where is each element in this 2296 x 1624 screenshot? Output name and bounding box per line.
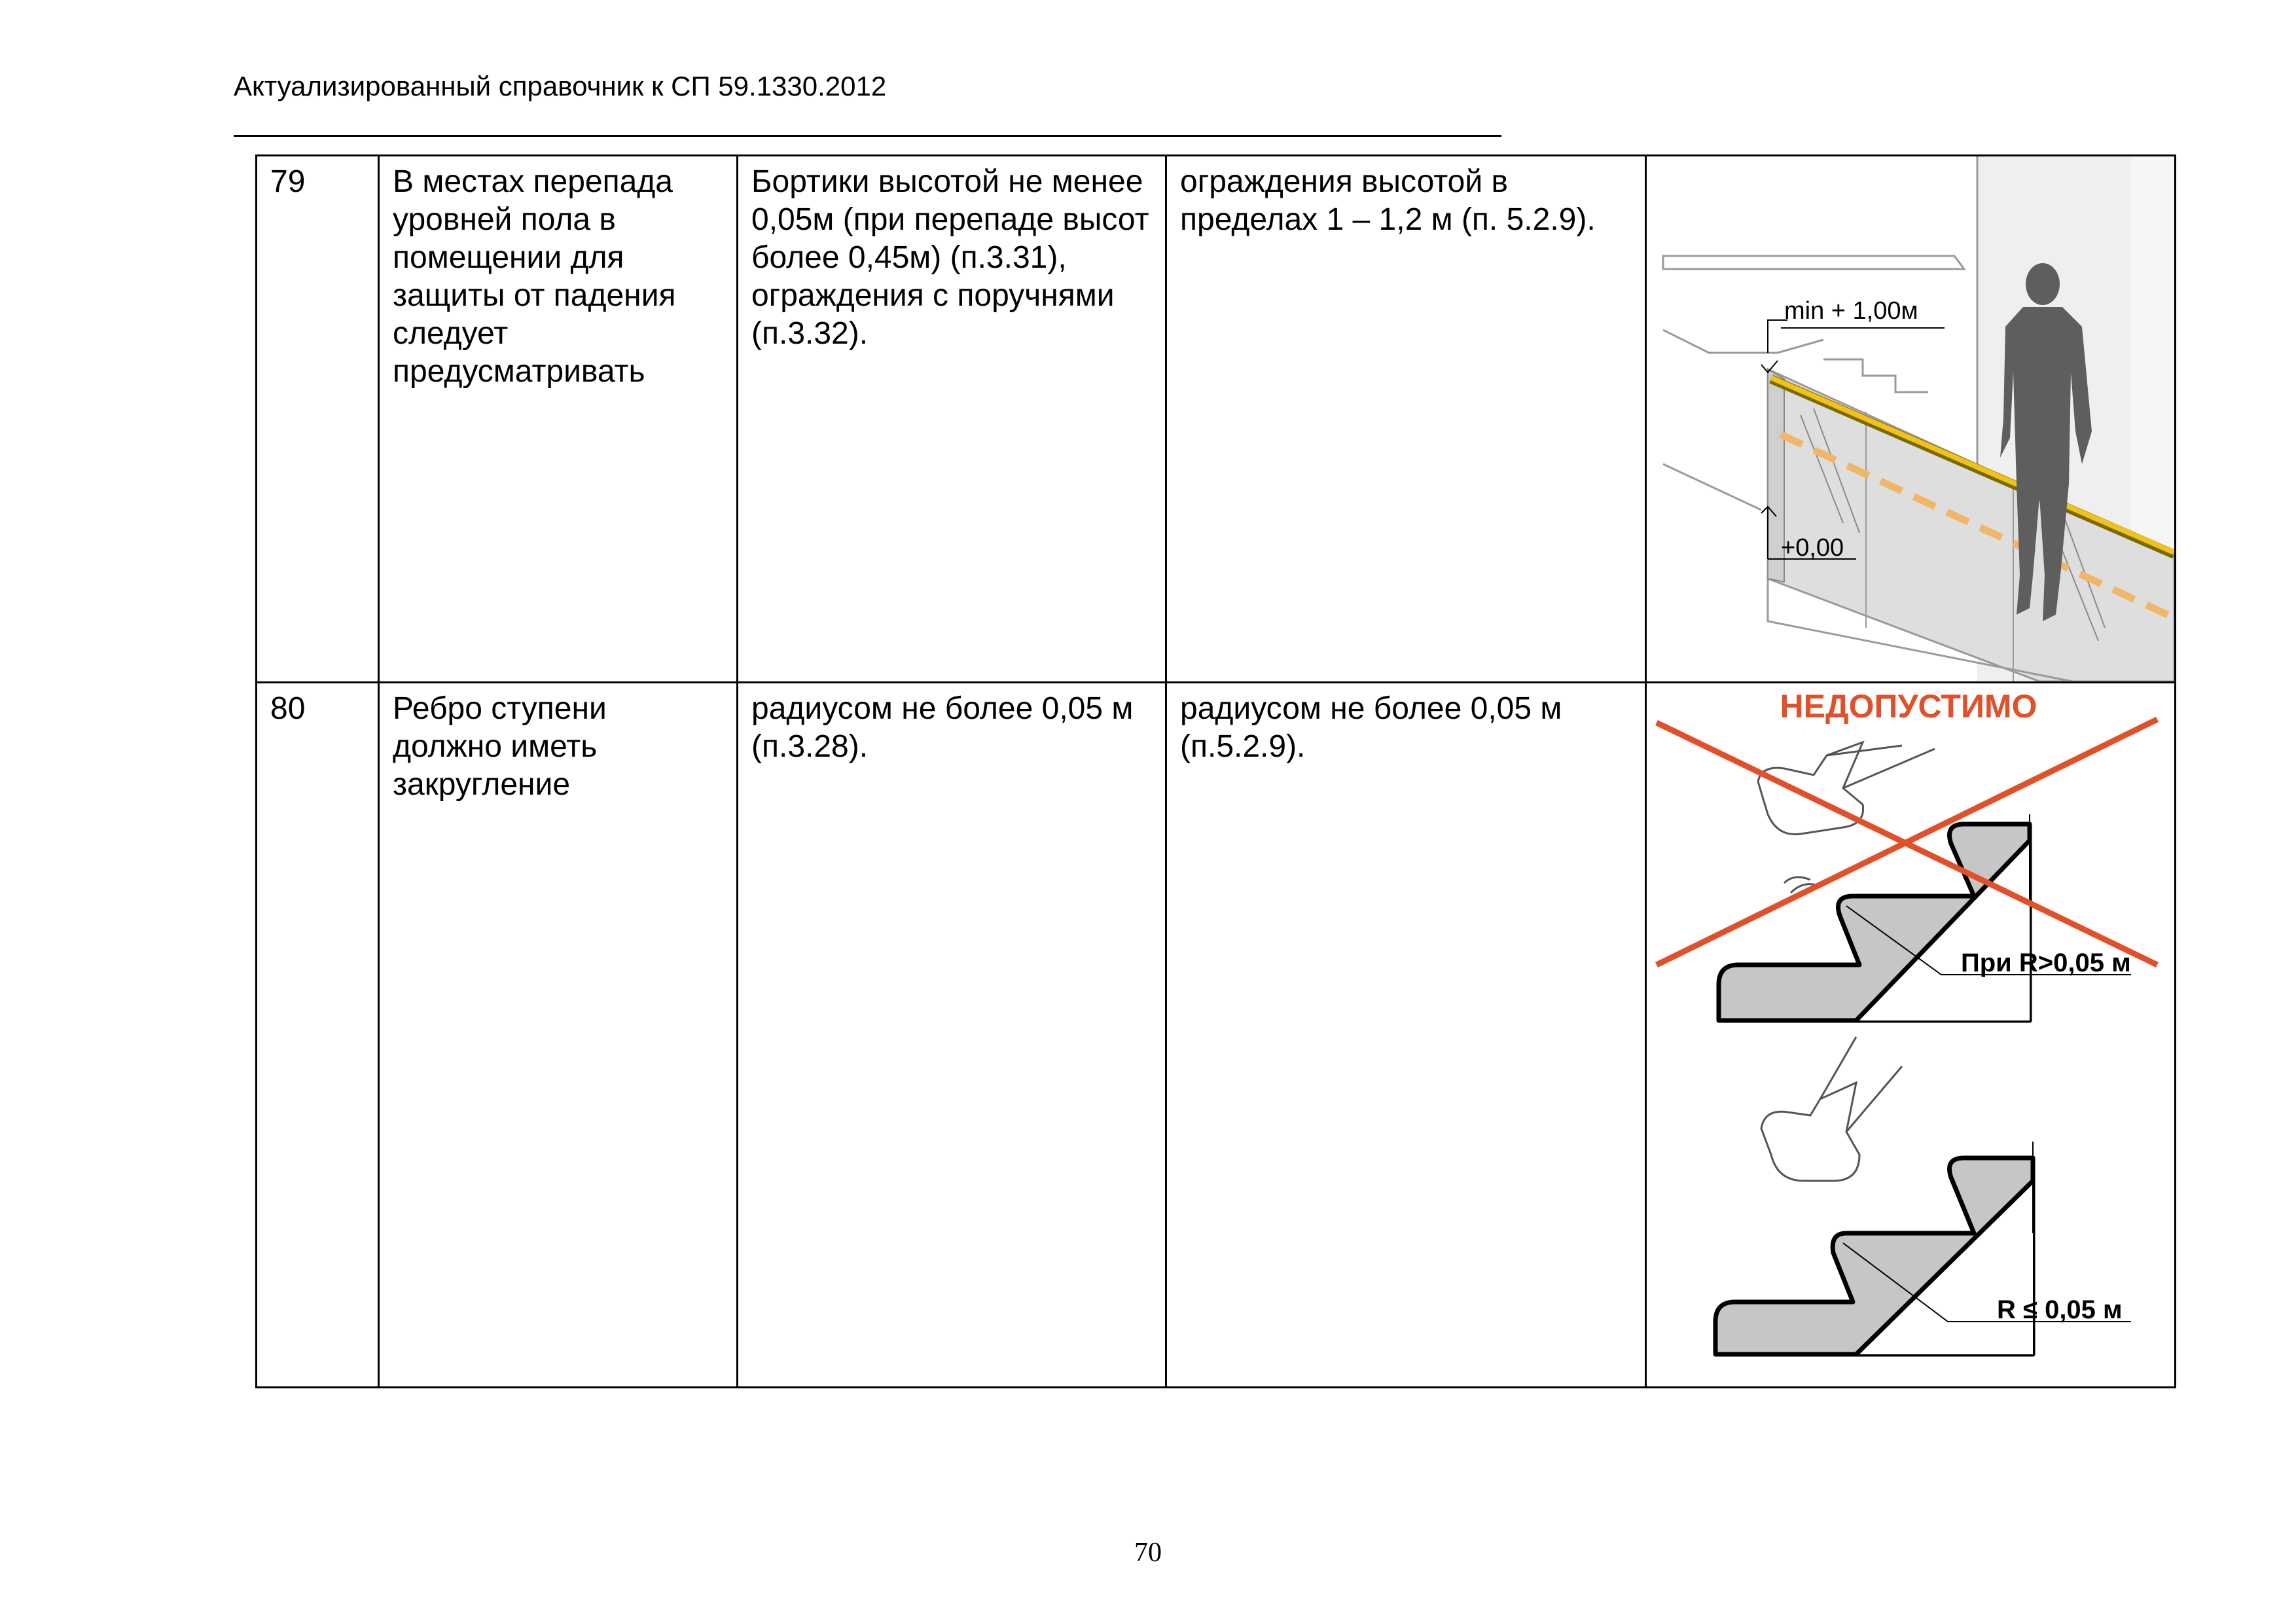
document-header-title: Актуализированный справочник к СП 59.1330.2012: [234, 71, 887, 101]
old-norm-cell: радиусом не более 0,05 м (п.3.28).: [738, 683, 1166, 1388]
row-number-cell: 79: [257, 156, 379, 683]
new-norm-cell: радиусом не более 0,05 м (п.5.2.9).: [1166, 683, 1646, 1388]
row-number-cell: 80: [257, 683, 379, 1388]
new-norm-cell: ограждения высотой в пределах 1 – 1,2 м (п. 5.2.9).: [1166, 156, 1646, 683]
requirements-table: [255, 154, 2176, 1388]
guardrail-height-label: min + 1,00м: [1784, 297, 1918, 325]
requirement-cell: Ребро ступени должно иметь закругление: [379, 683, 738, 1388]
header-divider: [234, 135, 1501, 137]
good-radius-label: R ≤ 0,05 м: [1997, 1295, 2123, 1324]
warning-heading: НЕДОПУСТИМО: [1780, 688, 2037, 725]
table-row: [257, 683, 2176, 1388]
requirement-cell: В местах перепада уровней пола в помещении для защиты от падения следует предусматривать: [379, 156, 738, 683]
step-edge-figure-cell: [1646, 683, 2176, 1388]
table-row: [257, 156, 2176, 683]
bad-radius-label: При R>0,05 м: [1961, 948, 2131, 977]
boot-icon-good: [1761, 1083, 1859, 1181]
guardrail-figure-cell: [1646, 156, 2176, 683]
floor-level-label: +0,00: [1781, 534, 1844, 562]
old-norm-cell: Бортики высотой не менее 0,05м (при перепаде высот более 0,45м) (п.3.31), ограждения с поручнями (п.3.32).: [738, 156, 1166, 683]
page-number: 70: [1134, 1538, 1162, 1568]
step-edge-illustration: [1647, 683, 2174, 1386]
guardrail-illustration: [1647, 156, 2174, 681]
boot-icon-bad: [1758, 742, 1863, 835]
